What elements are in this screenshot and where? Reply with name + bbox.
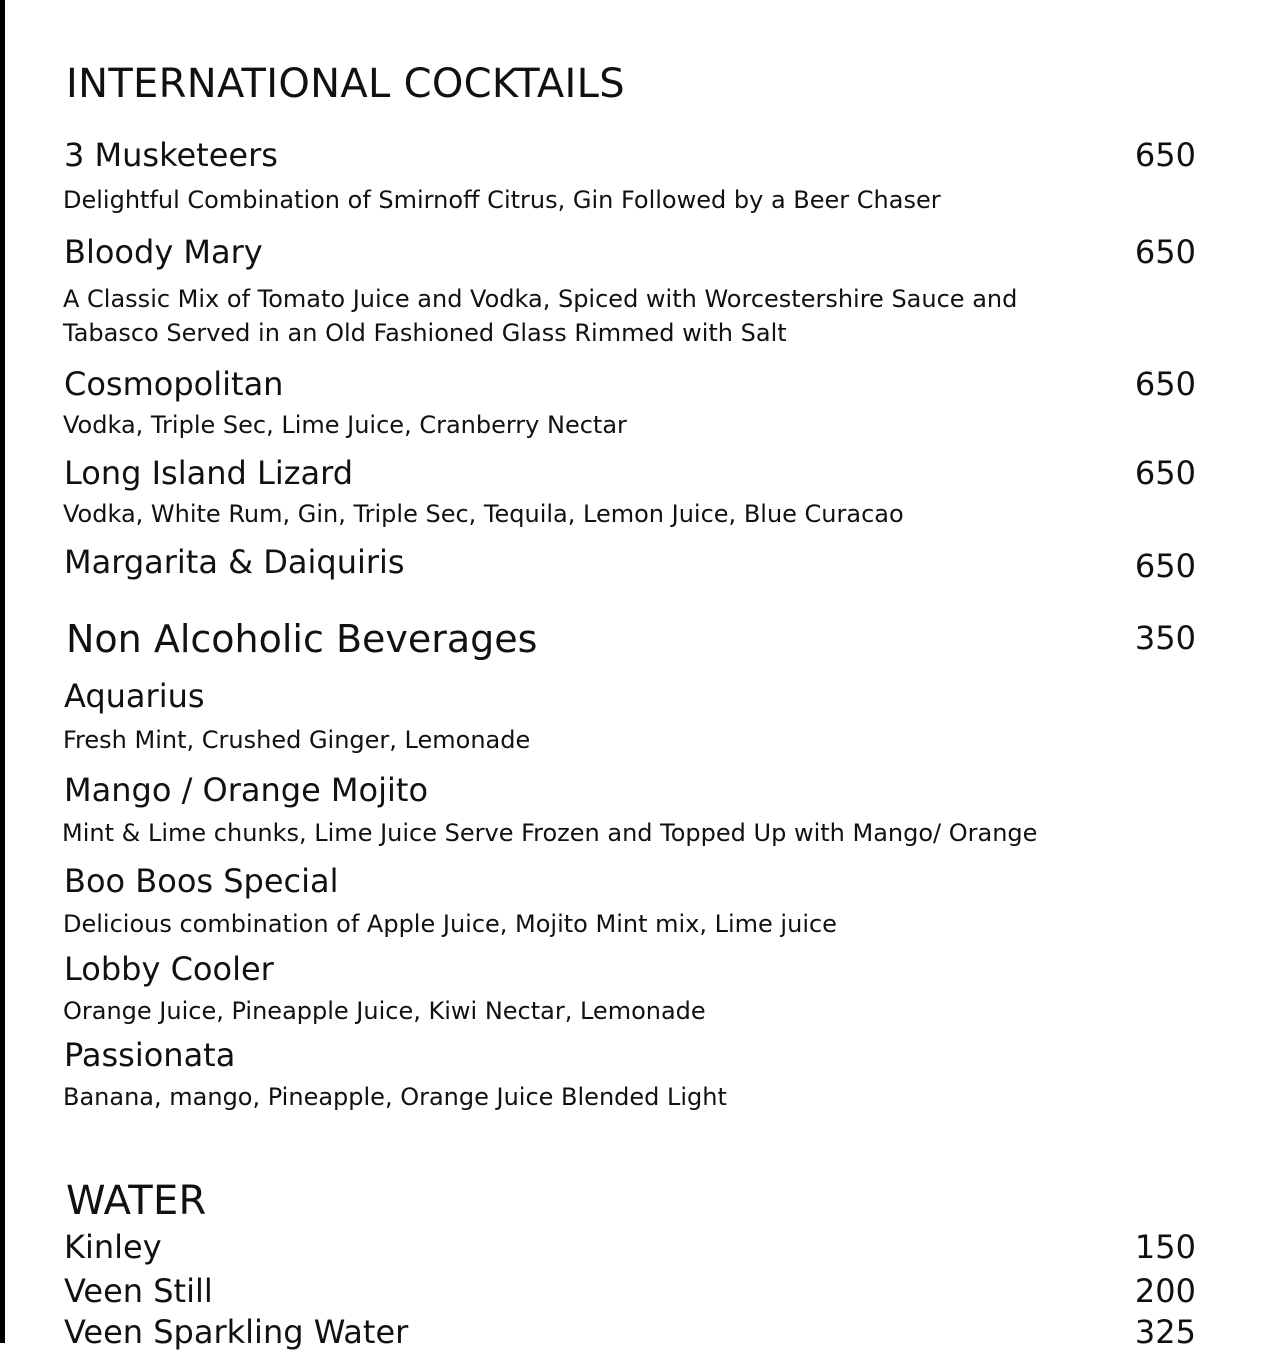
menu-item-price: 650 xyxy=(1134,136,1196,174)
menu-item-price: 150 xyxy=(1134,1228,1196,1266)
menu-item-description: A Classic Mix of Tomato Juice and Vodka, Spiced with Worcestershire Sauce and xyxy=(63,285,1018,313)
menu-item-name: Boo Boos Special xyxy=(64,862,339,900)
menu-item-price: 325 xyxy=(1134,1313,1196,1351)
menu-item-name: Passionata xyxy=(64,1036,236,1074)
menu-item-description: Delicious combination of Apple Juice, Mojito Mint mix, Lime juice xyxy=(63,910,837,938)
menu-item-description: Vodka, White Rum, Gin, Triple Sec, Tequila, Lemon Juice, Blue Curacao xyxy=(63,500,904,528)
menu-item-name: Bloody Mary xyxy=(64,233,263,271)
menu-item-description: Delightful Combination of Smirnoff Citrus, Gin Followed by a Beer Chaser xyxy=(63,186,941,214)
section-heading-non-alcoholic: Non Alcoholic Beverages xyxy=(66,617,538,661)
menu-item-description: Mint & Lime chunks, Lime Juice Serve Frozen and Topped Up with Mango/ Orange xyxy=(62,819,1038,847)
menu-item-description: Fresh Mint, Crushed Ginger, Lemonade xyxy=(63,726,531,754)
menu-item-price: 650 xyxy=(1134,233,1196,271)
menu-item-name: Margarita & Daiquiris xyxy=(64,543,405,581)
menu-item-name: Kinley xyxy=(64,1228,162,1266)
menu-item-name: Cosmopolitan xyxy=(64,365,284,403)
section-price: 350 xyxy=(1134,619,1196,657)
menu-item-description: Orange Juice, Pineapple Juice, Kiwi Nectar, Lemonade xyxy=(63,997,706,1025)
menu-item-name: Mango / Orange Mojito xyxy=(64,771,429,809)
menu-item-name: Veen Sparkling Water xyxy=(64,1313,409,1351)
menu-item-name: Long Island Lizard xyxy=(64,454,354,492)
menu-item-price: 650 xyxy=(1134,547,1196,585)
section-heading-cocktails: INTERNATIONAL COCKTAILS xyxy=(66,61,625,107)
left-border xyxy=(0,0,5,1343)
menu-item-description: Tabasco Served in an Old Fashioned Glass Rimmed with Salt xyxy=(63,319,787,347)
menu-item-price: 650 xyxy=(1134,365,1196,403)
menu-item-name: Lobby Cooler xyxy=(64,950,274,988)
menu-item-name: 3 Musketeers xyxy=(64,136,278,174)
menu-item-name: Aquarius xyxy=(64,677,205,715)
menu-item-price: 650 xyxy=(1134,454,1196,492)
menu-item-description: Vodka, Triple Sec, Lime Juice, Cranberry Nectar xyxy=(63,411,627,439)
menu-item-name: Veen Still xyxy=(64,1272,213,1310)
menu-item-price: 200 xyxy=(1134,1272,1196,1310)
menu-item-description: Banana, mango, Pineapple, Orange Juice Blended Light xyxy=(63,1083,727,1111)
section-heading-water: WATER xyxy=(66,1178,207,1224)
